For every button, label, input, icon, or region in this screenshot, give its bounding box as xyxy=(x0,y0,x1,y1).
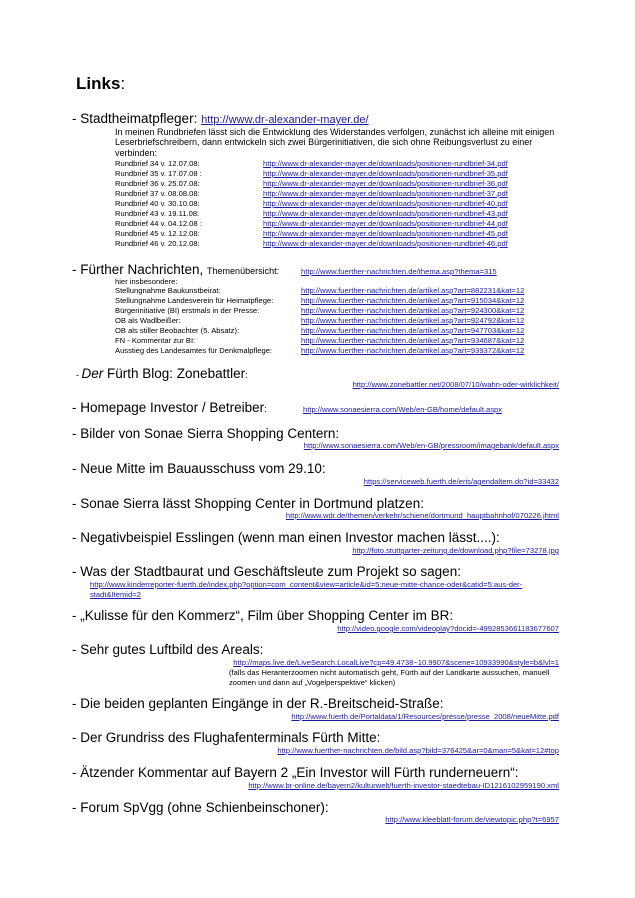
list-item xyxy=(115,219,202,228)
forum-spvgg-link[interactable]: http://www.kleeblatt-forum.de/viewtopic.php?t=6957 xyxy=(385,815,559,824)
section-investor-homepage xyxy=(72,400,267,415)
rundbrief-link[interactable]: http://www.dr-alexander-mayer.de/downloads/positionen-rundbrief-43.pdf xyxy=(263,209,508,218)
fn-article-label: Stellungnahme Baukunstbeirat: xyxy=(115,286,221,295)
list-item xyxy=(115,179,200,188)
rundbrief-label: Rundbrief 37 v. 08.08.08: xyxy=(115,189,200,198)
rundbrief-label: Rundbrief 45 v. 12.12.08: xyxy=(115,229,200,238)
investor-homepage-link[interactable]: http://www.sonaesierra.com/Web/en-GB/home/default.aspx xyxy=(303,405,503,414)
section-emphasis: Der xyxy=(81,366,104,381)
section-bauausschuss xyxy=(72,461,326,476)
section-heading: Die beiden geplanten Eingänge in der R.-Breitscheid-Straße: xyxy=(80,696,444,711)
section-heading: Ätzender Kommentar auf Bayern 2 „Ein Investor will Fürth runderneuern“: xyxy=(80,765,519,780)
dortmund-link[interactable]: http://www.wdr.de/themen/verkehr/schiene/dortmund_hauptbahnhof/070226.jhtml xyxy=(285,511,559,520)
rundbrief-label: Rundbrief 43 v. 19.11.08: xyxy=(115,209,200,218)
rundbrief-link[interactable]: http://www.dr-alexander-mayer.de/downloads/positionen-rundbrief-45.pdf xyxy=(263,229,508,238)
bayern2-link[interactable]: http://www.br-online.de/bayern2/kulturwelt/fuerth-investor-staedtebau-ID1216102959190.xml xyxy=(248,781,559,790)
esslingen-link[interactable]: http://foto.stuttgarter-zeitung.de/download.php?file=73278.jpg xyxy=(352,546,559,555)
rundbrief-link[interactable]: http://www.dr-alexander-mayer.de/downloads/positionen-rundbrief-44.pdf xyxy=(263,219,508,228)
section-heading: - Fürther Nachrichten, xyxy=(72,262,208,277)
rundbrief-label: Rundbrief 40 v. 30.10.08: xyxy=(115,199,200,208)
section-grundriss xyxy=(72,730,380,745)
section-forum-spvgg xyxy=(72,800,329,815)
fn-article-label: Bürgerinitiative (BI) erstmals in der Presse: xyxy=(115,306,260,315)
section-colon: : xyxy=(264,404,267,414)
rundbrief-link[interactable]: http://www.dr-alexander-mayer.de/downloads/positionen-rundbrief-40.pdf xyxy=(263,199,508,208)
sonae-bilder-link[interactable]: http://www.sonaesierra.com/Web/en-GB/pressroom/imagebank/default.aspx xyxy=(303,441,559,450)
fn-article-link[interactable]: http://www.fuerther-nachrichten.de/artikel.asp?art=947703&kat=12 xyxy=(301,326,525,335)
luftbild-link[interactable]: http://maps.live.de/LiveSearch.LocalLive?cp=49.4738~10.9907&scene=10933990&style=b&lvl=1 xyxy=(233,658,559,667)
list-item xyxy=(115,229,200,238)
section-dortmund xyxy=(72,496,424,511)
section-dash: - xyxy=(72,608,81,623)
fn-article-label: OB als Wadlbeißer: xyxy=(115,316,181,325)
fn-article-label: Stellungnahme Landesverein für Heimatpflege: xyxy=(115,296,274,305)
section-dash: - xyxy=(72,765,81,780)
section-heading: Fürth Blog: Zonebattler xyxy=(103,366,246,381)
fn-note: hier insbesondere: xyxy=(115,277,178,286)
luftbild-note: (falls das Heranterzoomen nicht automatisch geht, Fürth auf der Landkarte aussuchen, manuell zoomen und dann auf „Vogelperspektive“ klicken) xyxy=(229,668,550,687)
section-zonebattler xyxy=(76,366,248,381)
section-dash: - xyxy=(72,800,81,815)
page-title-text: Links xyxy=(76,74,121,93)
rundbrief-label: Rundbrief 36 v. 25.07.08: xyxy=(115,179,200,188)
section-kulisse-film xyxy=(72,608,453,623)
fn-article-link[interactable]: http://www.fuerther-nachrichten.de/artikel.asp?art=882231&kat=12 xyxy=(301,286,525,295)
zonebattler-link[interactable]: http://www.zonebattler.net/2008/07/10/wahn-oder-wirklichkeit/ xyxy=(352,380,559,389)
bauausschuss-link[interactable]: https://serviceweb.fuerth.de/eris/agendaltem.do?id=33432 xyxy=(363,477,559,486)
section-dash: - xyxy=(72,400,81,415)
section-eingaenge xyxy=(72,696,443,711)
section-heading: Sonae Sierra lässt Shopping Center in Dortmund platzen: xyxy=(80,496,424,511)
list-item xyxy=(115,239,200,248)
list-item xyxy=(115,159,200,168)
section-heading: - Stadtheimatpfleger: xyxy=(72,111,202,126)
section-stadtbaurat xyxy=(72,564,461,579)
rundbrief-link[interactable]: http://www.dr-alexander-mayer.de/downloads/positionen-rundbrief-35.pdf xyxy=(263,169,508,178)
fn-article-link[interactable]: http://www.fuerther-nachrichten.de/artikel.asp?art=924300&kat=12 xyxy=(301,306,525,315)
section-dash: - xyxy=(72,461,81,476)
section-fuerther-nachrichten xyxy=(72,262,279,277)
page-title-colon: : xyxy=(120,74,126,93)
section-heading: Sehr gutes Luftbild des Areals: xyxy=(80,642,264,657)
section-dash: - xyxy=(72,426,81,441)
fn-theme-link[interactable]: http://www.fuerther-nachrichten.de/thema.asp?thema=315 xyxy=(301,267,497,276)
section-dash: - xyxy=(72,642,81,657)
rundbrief-label: Rundbrief 35 v. 17.07.08 : xyxy=(115,169,202,178)
rundbrief-label: Rundbrief 34 v. 12.07.08: xyxy=(115,159,200,168)
section-dash: - xyxy=(72,564,81,579)
kulisse-film-link[interactable]: http://video.google.com/videoplay?docid=-4992853661183677607 xyxy=(337,624,559,633)
section-bayern2 xyxy=(72,765,518,780)
section-dash: - xyxy=(72,530,81,545)
fn-article-link[interactable]: http://www.fuerther-nachrichten.de/artikel.asp?art=939372&kat=12 xyxy=(301,346,525,355)
fn-article-label: Ausstieg des Landesamtes für Denkmalpflege: xyxy=(115,346,273,355)
section-colon: : xyxy=(245,370,248,380)
rundbrief-label: Rundbrief 44 v. 04.12.08 : xyxy=(115,219,202,228)
fn-article-label: OB als stiller Beobachter (5. Absatz): xyxy=(115,326,240,335)
section-heading: Der Grundriss des Flughafenterminals Fürth Mitte: xyxy=(80,730,381,745)
section-heading: Bilder von Sonae Sierra Shopping Centern: xyxy=(80,426,340,441)
fn-article-link[interactable]: http://www.fuerther-nachrichten.de/artikel.asp?art=934687&kat=12 xyxy=(301,336,525,345)
fn-article-link[interactable]: http://www.fuerther-nachrichten.de/artikel.asp?art=924792&kat=12 xyxy=(301,316,525,325)
section-dash: - xyxy=(72,496,81,511)
page-title xyxy=(76,74,125,94)
section-heading: „Kulisse für den Kommerz“, Film über Shopping Center im BR: xyxy=(80,608,454,623)
fn-article-label: FN - Kommentar zur BI: xyxy=(115,336,196,345)
section-dash: - xyxy=(72,696,81,711)
section-esslingen xyxy=(72,530,500,545)
stadtheimatpfleger-intro: In meinen Rundbriefen lässt sich die Entwicklung des Widerstandes verfolgen, zunächst ich alleine mit einigen Leserbriefschreibern, dann entwickeln sich zwei Bürgerinitiativen, die sich ohne Reibungsverlust zu einer verbinden: xyxy=(115,127,555,158)
fn-article-link[interactable]: http://www.fuerther-nachrichten.de/artikel.asp?art=915034&kat=12 xyxy=(301,296,525,305)
section-heading: Negativbeispiel Esslingen (wenn man einen Investor machen lässt....): xyxy=(80,530,500,545)
rundbrief-label: Rundbrief 46 v. 20.12.08: xyxy=(115,239,200,248)
list-item xyxy=(115,189,200,198)
stadtbaurat-link[interactable]: http://www.kinderreporter-fuerth.de/index.php?option=com_content&view=article&id=5:neue-mitte-chance-oder&catid=5:aus-der-stadt&Itemid=2 xyxy=(90,580,523,599)
list-item xyxy=(115,199,200,208)
section-luftbild xyxy=(72,642,263,657)
rundbrief-link[interactable]: http://www.dr-alexander-mayer.de/downloads/positionen-rundbrief-37.pdf xyxy=(263,189,508,198)
section-heading: Homepage Investor / Betreiber xyxy=(80,400,265,415)
grundriss-link[interactable]: http://www.fuerther-nachrichten.de/bild.asp?bild=376425&ar=0&man=5&kat=12#top xyxy=(277,746,559,755)
section-heading: Was der Stadtbaurat und Geschäftsleute zum Projekt so sagen: xyxy=(80,564,461,579)
list-item xyxy=(115,169,202,178)
stadtheimatpfleger-link[interactable]: http://www.dr-alexander-mayer.de/ xyxy=(201,114,369,126)
section-stadtheimatpfleger xyxy=(72,111,369,126)
rundbrief-link[interactable]: http://www.dr-alexander-mayer.de/downloads/positionen-rundbrief-34.pdf xyxy=(263,159,508,168)
fn-subheading: Themenübersicht: xyxy=(207,266,280,276)
rundbrief-link[interactable]: http://www.dr-alexander-mayer.de/downloads/positionen-rundbrief-46.pdf xyxy=(263,239,508,248)
section-dash: - xyxy=(76,370,82,380)
eingaenge-link[interactable]: http://www.fuerth.de/Portaldata/1/Resources/presse/presse_2008/neueMitte.pdf xyxy=(291,712,559,721)
section-dash: - xyxy=(72,730,81,745)
section-sonae-bilder xyxy=(72,426,339,441)
rundbrief-link[interactable]: http://www.dr-alexander-mayer.de/downloads/positionen-rundbrief-36.pdf xyxy=(263,179,508,188)
section-heading: Forum SpVgg (ohne Schienbeinschoner): xyxy=(80,800,329,815)
list-item xyxy=(115,209,199,218)
section-heading: Neue Mitte im Bauausschuss vom 29.10: xyxy=(80,461,326,476)
